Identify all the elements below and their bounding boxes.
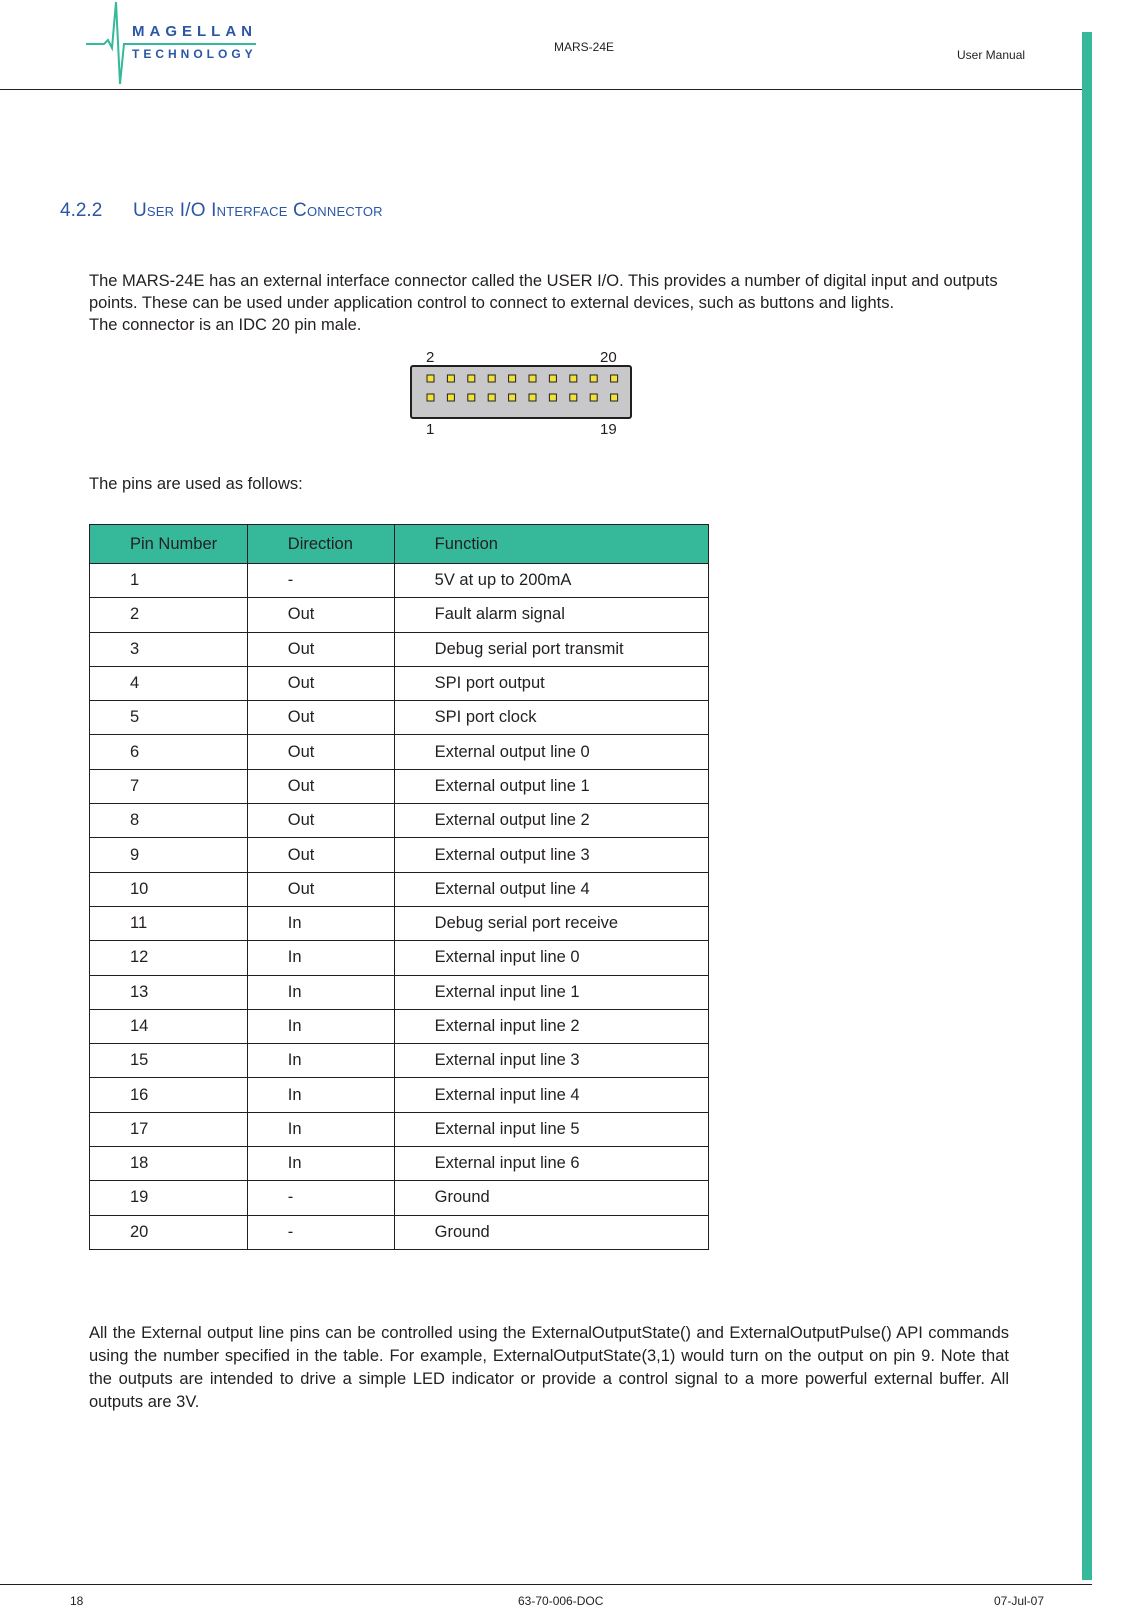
connector-pin bbox=[488, 375, 495, 382]
direction-cell: In bbox=[247, 1112, 394, 1146]
connector-pin bbox=[427, 375, 434, 382]
table-row bbox=[90, 769, 709, 803]
header-product: MARS-24E bbox=[554, 40, 615, 54]
connector-pin bbox=[570, 375, 577, 382]
footer-page-number: 18 bbox=[70, 1594, 84, 1608]
intro-paragraph-1: The MARS-24E has an external interface connector called the USER I/O. This provides a number of digital input and outputs points. These can be used under application control to connect to external devices, such as buttons and lights. bbox=[89, 272, 998, 312]
pins-intro: The pins are used as follows: bbox=[89, 475, 303, 493]
pin-number-cell: 18 bbox=[90, 1147, 248, 1181]
intro-text bbox=[89, 270, 1009, 336]
pin-table bbox=[89, 524, 709, 1250]
connector-pin bbox=[509, 375, 516, 382]
table-row bbox=[90, 1147, 709, 1181]
pin-number-cell: 2 bbox=[90, 598, 248, 632]
function-cell: Debug serial port transmit bbox=[394, 632, 708, 666]
logo-line1: MAGELLAN bbox=[132, 23, 257, 40]
section-title: User I/O Interface Connector bbox=[133, 200, 383, 221]
table-row bbox=[90, 1044, 709, 1078]
pin-number-cell: 13 bbox=[90, 975, 248, 1009]
function-cell: External output line 0 bbox=[394, 735, 708, 769]
pin-number-cell: 17 bbox=[90, 1112, 248, 1146]
direction-cell: Out bbox=[247, 804, 394, 838]
table-row bbox=[90, 632, 709, 666]
footer-date: 07-Jul-07 bbox=[994, 1594, 1045, 1608]
function-cell: Debug serial port receive bbox=[394, 906, 708, 940]
side-accent-bar bbox=[1082, 32, 1092, 1580]
table-row bbox=[90, 1078, 709, 1112]
function-cell: Fault alarm signal bbox=[394, 598, 708, 632]
direction-cell: - bbox=[247, 1181, 394, 1215]
idc-connector-diagram bbox=[410, 352, 650, 442]
function-cell: SPI port clock bbox=[394, 701, 708, 735]
connector-pin bbox=[427, 394, 434, 401]
direction-cell: Out bbox=[247, 838, 394, 872]
connector-pin bbox=[447, 394, 454, 401]
table-row bbox=[90, 941, 709, 975]
connector-pin bbox=[468, 394, 475, 401]
table-row bbox=[90, 838, 709, 872]
pin-number-cell: 19 bbox=[90, 1181, 248, 1215]
pin-number-cell: 1 bbox=[90, 564, 248, 598]
direction-cell: In bbox=[247, 1147, 394, 1181]
header-direction: Direction bbox=[247, 525, 394, 564]
table-row bbox=[90, 1181, 709, 1215]
section-number: 4.2.2 bbox=[60, 200, 103, 221]
table-row bbox=[90, 735, 709, 769]
pin-number-cell: 14 bbox=[90, 1009, 248, 1043]
footer-divider bbox=[0, 1584, 1092, 1585]
direction-cell: - bbox=[247, 1215, 394, 1249]
header-divider bbox=[0, 89, 1092, 90]
direction-cell: In bbox=[247, 1044, 394, 1078]
pin-number-cell: 12 bbox=[90, 941, 248, 975]
pin-number-cell: 15 bbox=[90, 1044, 248, 1078]
function-cell: SPI port output bbox=[394, 666, 708, 700]
connector-pin bbox=[529, 394, 536, 401]
table-row bbox=[90, 666, 709, 700]
direction-cell: Out bbox=[247, 735, 394, 769]
table-row bbox=[90, 872, 709, 906]
connector-pin bbox=[549, 394, 556, 401]
table-header-row bbox=[90, 525, 709, 564]
direction-cell: In bbox=[247, 906, 394, 940]
pin-number-cell: 11 bbox=[90, 906, 248, 940]
pin-number-cell: 7 bbox=[90, 769, 248, 803]
table-row bbox=[90, 598, 709, 632]
table-row bbox=[90, 804, 709, 838]
connector-pin bbox=[468, 375, 475, 382]
table-row bbox=[90, 975, 709, 1009]
function-cell: External output line 1 bbox=[394, 769, 708, 803]
function-cell: Ground bbox=[394, 1181, 708, 1215]
function-cell: Ground bbox=[394, 1215, 708, 1249]
connector-pin bbox=[447, 375, 454, 382]
function-cell: External input line 2 bbox=[394, 1009, 708, 1043]
direction-cell: Out bbox=[247, 598, 394, 632]
connector-label-20: 20 bbox=[600, 352, 617, 366]
connector-label-1: 1 bbox=[426, 421, 435, 438]
table-row bbox=[90, 564, 709, 598]
direction-cell: In bbox=[247, 1009, 394, 1043]
connector-label-19: 19 bbox=[600, 421, 617, 438]
direction-cell: Out bbox=[247, 632, 394, 666]
function-cell: External output line 4 bbox=[394, 872, 708, 906]
function-cell: External input line 5 bbox=[394, 1112, 708, 1146]
direction-cell: In bbox=[247, 941, 394, 975]
intro-paragraph-2: The connector is an IDC 20 pin male. bbox=[89, 316, 362, 334]
table-row bbox=[90, 1112, 709, 1146]
function-cell: External input line 3 bbox=[394, 1044, 708, 1078]
function-cell: External input line 4 bbox=[394, 1078, 708, 1112]
connector-pin bbox=[549, 375, 556, 382]
logo-line2: TECHNOLOGY bbox=[132, 47, 257, 61]
pin-number-cell: 8 bbox=[90, 804, 248, 838]
pin-number-cell: 6 bbox=[90, 735, 248, 769]
connector-pin bbox=[570, 394, 577, 401]
magellan-logo bbox=[86, 0, 276, 88]
header-pin-number: Pin Number bbox=[90, 525, 248, 564]
direction-cell: - bbox=[247, 564, 394, 598]
connector-pin bbox=[509, 394, 516, 401]
connector-label-2: 2 bbox=[426, 352, 435, 366]
pin-number-cell: 5 bbox=[90, 701, 248, 735]
pin-number-cell: 9 bbox=[90, 838, 248, 872]
table-row bbox=[90, 1009, 709, 1043]
direction-cell: In bbox=[247, 1078, 394, 1112]
header-function: Function bbox=[394, 525, 708, 564]
closing-paragraph: All the External output line pins can be controlled using the ExternalOutputState() and ExternalOutputPulse() API commands using the number specified in the table. For example, ExternalOutputState(3,1) would turn on the output on pin 9. Note that the outputs are intended to drive a simple LED indicator or provide a control signal to a more powerful external buffer. All outputs are 3V. bbox=[89, 1324, 1009, 1411]
footer-doc-number: 63-70-006-DOC bbox=[518, 1594, 604, 1608]
connector-pin bbox=[529, 375, 536, 382]
connector-pin bbox=[590, 394, 597, 401]
table-row bbox=[90, 1215, 709, 1249]
direction-cell: Out bbox=[247, 701, 394, 735]
logo-pulse-line bbox=[86, 2, 256, 84]
connector-pin bbox=[488, 394, 495, 401]
header-manual-label: User Manual bbox=[957, 48, 1026, 62]
table-row bbox=[90, 906, 709, 940]
function-cell: External input line 6 bbox=[394, 1147, 708, 1181]
connector-pin bbox=[590, 375, 597, 382]
pin-number-cell: 4 bbox=[90, 666, 248, 700]
direction-cell: In bbox=[247, 975, 394, 1009]
table-row bbox=[90, 701, 709, 735]
pin-number-cell: 20 bbox=[90, 1215, 248, 1249]
function-cell: External output line 3 bbox=[394, 838, 708, 872]
pin-number-cell: 3 bbox=[90, 632, 248, 666]
connector-pin bbox=[611, 375, 618, 382]
pin-number-cell: 10 bbox=[90, 872, 248, 906]
direction-cell: Out bbox=[247, 872, 394, 906]
function-cell: External input line 0 bbox=[394, 941, 708, 975]
function-cell: External input line 1 bbox=[394, 975, 708, 1009]
connector-body bbox=[411, 366, 631, 418]
connector-pin bbox=[611, 394, 618, 401]
function-cell: 5V at up to 200mA bbox=[394, 564, 708, 598]
function-cell: External output line 2 bbox=[394, 804, 708, 838]
pin-number-cell: 16 bbox=[90, 1078, 248, 1112]
direction-cell: Out bbox=[247, 769, 394, 803]
direction-cell: Out bbox=[247, 666, 394, 700]
